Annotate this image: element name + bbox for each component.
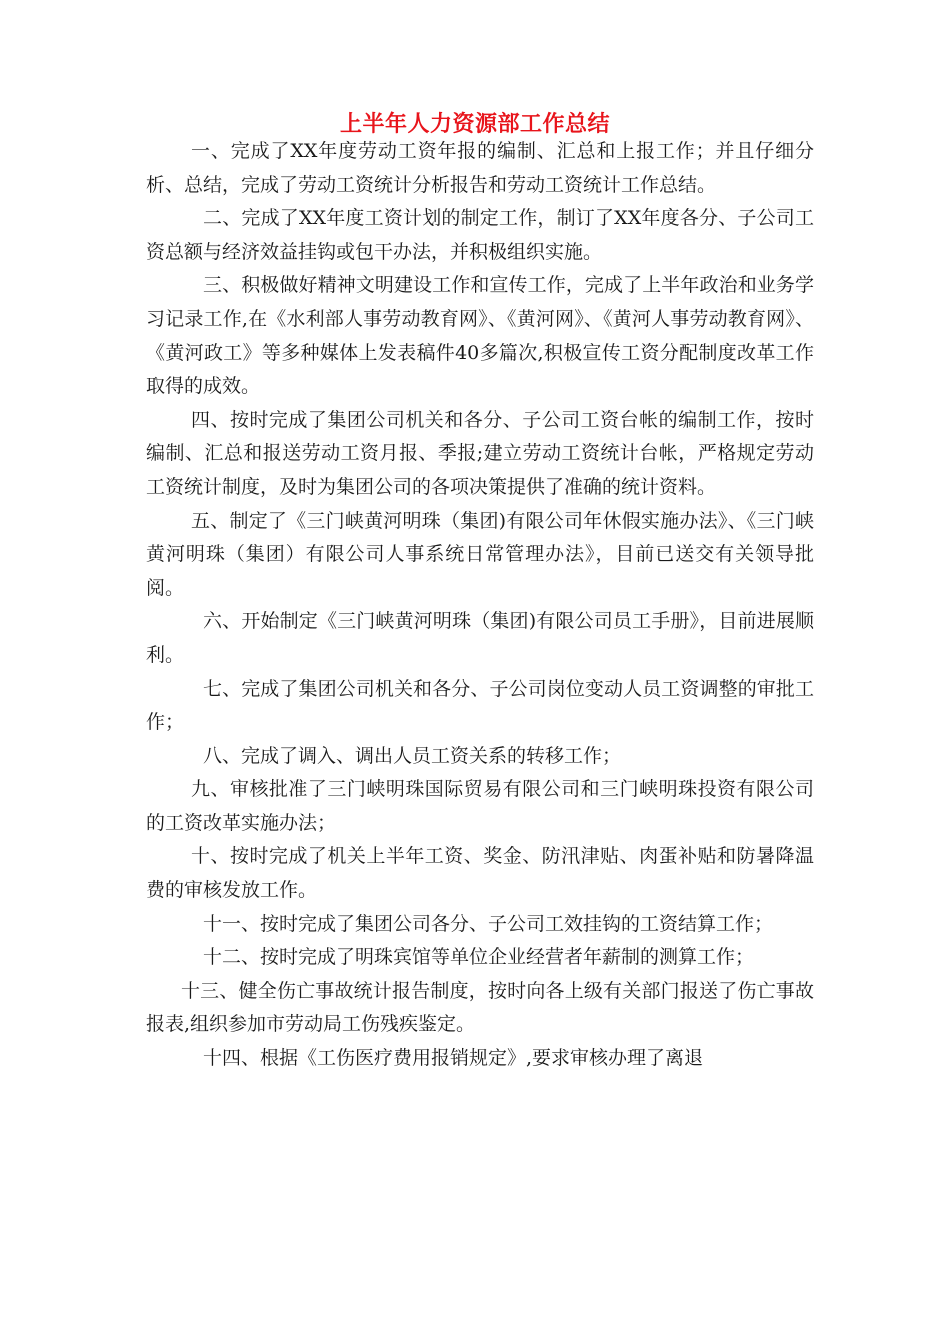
paragraph-11: 十一、按时完成了集团公司各分、子公司工效挂钩的工资结算工作；	[203, 912, 774, 935]
paragraph-6: 六、开始制定《三门峡黄河明珠（集团)有限公司员工手册》，目前进展顺利。	[146, 610, 814, 666]
paragraph-9: 九、审核批准了三门峡明珠国际贸易有限公司和三门峡明珠投资有限公司的工资改革实施办法；	[146, 778, 814, 834]
paragraph-2: 二、完成了XX年度工资计划的制定工作，制订了XX年度各分、子公司工资总额与经济效益挂钩或包干办法，并积极组织实施。	[146, 207, 814, 263]
paragraph-4: 四、按时完成了集团公司机关和各分、子公司工资台帐的编制工作，按时编制、汇总和报送劳动工资月报、季报;建立劳动工资统计台帐，严格规定劳动工资统计制度，及时为集团公司的各项决策提供了准确的统计资料。	[146, 408, 814, 498]
paragraph-5: 五、制定了《三门峡黄河明珠（集团)有限公司年休假实施办法》、《三门峡黄河明珠（集团）有限公司人事系统日常管理办法》，目前已送交有关领导批阅。	[146, 509, 814, 599]
paragraph-13: 十三、健全伤亡事故统计报告制度，按时向各上级有关部门报送了伤亡事故报表,组织参加市劳动局工伤残疾鉴定。	[146, 979, 814, 1036]
document-title: 上半年人力资源部工作总结	[339, 112, 610, 137]
paragraph-12: 十二、按时完成了明珠宾馆等单位企业经营者年薪制的测算工作；	[203, 946, 755, 969]
document-body	[146, 135, 814, 1076]
paragraph-14: 十四、根据《工伤医疗费用报销规定》,要求审核办理了离退	[203, 1047, 704, 1070]
paragraph-8: 八、完成了调入、调出人员工资关系的转移工作；	[203, 744, 622, 767]
paragraph-10: 十、按时完成了机关上半年工资、奖金、防汛津贴、肉蛋补贴和防暑降温费的审核发放工作。	[146, 845, 814, 902]
paragraph-3: 三、积极做好精神文明建设工作和宣传工作，完成了上半年政治和业务学习记录工作,在《水利部人事劳动教育网》、《黄河网》、《黄河人事劳动教育网》、《黄河政工》等多种媒体上发表稿件40多篇次,积极宣传工资分配制度改革工作取得的成效。	[146, 274, 814, 398]
paragraph-7: 七、完成了集团公司机关和各分、子公司岗位变动人员工资调整的审批工作；	[146, 677, 814, 734]
paragraph-1: 一、完成了XX年度劳动工资年报的编制、汇总和上报工作；并且仔细分析、总结，完成了劳动工资统计分析报告和劳动工资统计工作总结。	[146, 140, 814, 196]
